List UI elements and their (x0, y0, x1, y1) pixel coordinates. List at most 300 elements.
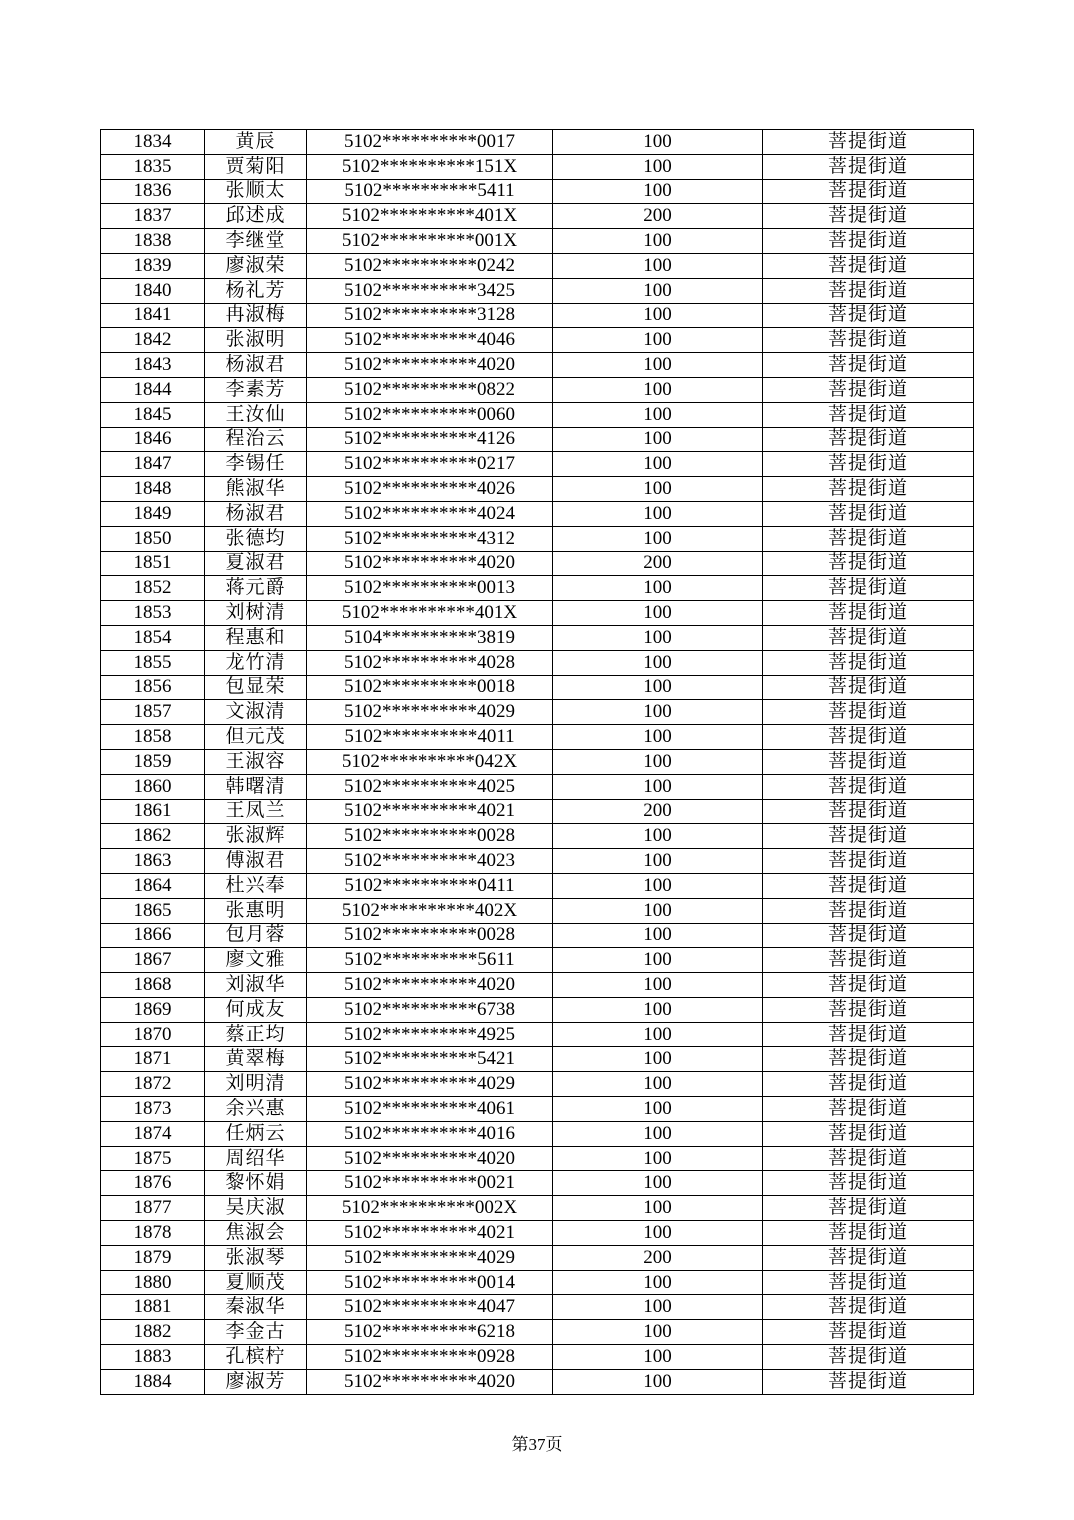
name-cell: 张淑明 (205, 328, 307, 353)
id-number-cell: 5102**********401X (307, 204, 553, 229)
street-cell: 菩提街道 (763, 1345, 974, 1370)
id-number-cell: 5102**********4025 (307, 774, 553, 799)
table-row (101, 1097, 974, 1122)
amount-cell: 100 (553, 948, 763, 973)
id-number-cell: 5102**********0021 (307, 1171, 553, 1196)
name-cell: 熊淑华 (205, 477, 307, 502)
street-cell: 菩提街道 (763, 1121, 974, 1146)
table-row (101, 229, 974, 254)
name-cell: 李金古 (205, 1320, 307, 1345)
table-row (101, 799, 974, 824)
table-row (101, 1320, 974, 1345)
table-row (101, 774, 974, 799)
id-number-cell: 5102**********402X (307, 898, 553, 923)
amount-cell: 100 (553, 1221, 763, 1246)
amount-cell: 100 (553, 229, 763, 254)
seq-cell: 1839 (101, 253, 205, 278)
name-cell: 但元茂 (205, 725, 307, 750)
name-cell: 李素芳 (205, 377, 307, 402)
amount-cell: 100 (553, 427, 763, 452)
name-cell: 程治云 (205, 427, 307, 452)
street-cell: 菩提街道 (763, 1270, 974, 1295)
id-number-cell: 5102**********4029 (307, 1072, 553, 1097)
table-row (101, 204, 974, 229)
id-number-cell: 5102**********4023 (307, 849, 553, 874)
street-cell: 菩提街道 (763, 402, 974, 427)
name-cell: 杨淑君 (205, 501, 307, 526)
table-row (101, 1022, 974, 1047)
table-row (101, 700, 974, 725)
table-row (101, 1146, 974, 1171)
amount-cell: 200 (553, 1245, 763, 1270)
name-cell: 王凤兰 (205, 799, 307, 824)
table-row (101, 1369, 974, 1394)
id-number-cell: 5102**********0242 (307, 253, 553, 278)
table-row (101, 898, 974, 923)
seq-cell: 1850 (101, 526, 205, 551)
name-cell: 包月蓉 (205, 923, 307, 948)
amount-cell: 100 (553, 749, 763, 774)
amount-cell: 100 (553, 1295, 763, 1320)
amount-cell: 100 (553, 997, 763, 1022)
table-row (101, 452, 974, 477)
seq-cell: 1859 (101, 749, 205, 774)
seq-cell: 1857 (101, 700, 205, 725)
id-number-cell: 5102**********4021 (307, 799, 553, 824)
id-number-cell: 5102**********4020 (307, 973, 553, 998)
id-number-cell: 5102**********042X (307, 749, 553, 774)
table-row (101, 849, 974, 874)
id-number-cell: 5102**********0017 (307, 130, 553, 155)
seq-cell: 1834 (101, 130, 205, 155)
seq-cell: 1860 (101, 774, 205, 799)
id-number-cell: 5102**********4020 (307, 551, 553, 576)
seq-cell: 1835 (101, 154, 205, 179)
id-number-cell: 5102**********0060 (307, 402, 553, 427)
street-cell: 菩提街道 (763, 1295, 974, 1320)
amount-cell: 100 (553, 154, 763, 179)
street-cell: 菩提街道 (763, 725, 974, 750)
street-cell: 菩提街道 (763, 824, 974, 849)
name-cell: 黎怀娟 (205, 1171, 307, 1196)
seq-cell: 1877 (101, 1196, 205, 1221)
table-row (101, 1072, 974, 1097)
street-cell: 菩提街道 (763, 328, 974, 353)
amount-cell: 100 (553, 1097, 763, 1122)
amount-cell: 100 (553, 402, 763, 427)
name-cell: 刘明清 (205, 1072, 307, 1097)
name-cell: 贾菊阳 (205, 154, 307, 179)
street-cell: 菩提街道 (763, 997, 974, 1022)
street-cell: 菩提街道 (763, 849, 974, 874)
amount-cell: 100 (553, 1320, 763, 1345)
amount-cell: 100 (553, 601, 763, 626)
seq-cell: 1881 (101, 1295, 205, 1320)
seq-cell: 1883 (101, 1345, 205, 1370)
amount-cell: 100 (553, 849, 763, 874)
amount-cell: 100 (553, 1022, 763, 1047)
table-row (101, 303, 974, 328)
seq-cell: 1867 (101, 948, 205, 973)
seq-cell: 1858 (101, 725, 205, 750)
street-cell: 菩提街道 (763, 601, 974, 626)
street-cell: 菩提街道 (763, 204, 974, 229)
seq-cell: 1845 (101, 402, 205, 427)
street-cell: 菩提街道 (763, 948, 974, 973)
table-row (101, 948, 974, 973)
street-cell: 菩提街道 (763, 1072, 974, 1097)
name-cell: 何成友 (205, 997, 307, 1022)
seq-cell: 1846 (101, 427, 205, 452)
street-cell: 菩提街道 (763, 1146, 974, 1171)
table-row (101, 675, 974, 700)
street-cell: 菩提街道 (763, 973, 974, 998)
street-cell: 菩提街道 (763, 1369, 974, 1394)
street-cell: 菩提街道 (763, 1196, 974, 1221)
table-row (101, 278, 974, 303)
amount-cell: 100 (553, 130, 763, 155)
seq-cell: 1852 (101, 576, 205, 601)
street-cell: 菩提街道 (763, 923, 974, 948)
seq-cell: 1864 (101, 873, 205, 898)
street-cell: 菩提街道 (763, 551, 974, 576)
table-row (101, 328, 974, 353)
seq-cell: 1841 (101, 303, 205, 328)
amount-cell: 100 (553, 1196, 763, 1221)
id-number-cell: 5102**********5611 (307, 948, 553, 973)
name-cell: 文淑清 (205, 700, 307, 725)
seq-cell: 1879 (101, 1245, 205, 1270)
table-row (101, 551, 974, 576)
amount-cell: 100 (553, 774, 763, 799)
name-cell: 张淑琴 (205, 1245, 307, 1270)
name-cell: 孔槟柠 (205, 1345, 307, 1370)
name-cell: 张惠明 (205, 898, 307, 923)
id-number-cell: 5102**********4020 (307, 1369, 553, 1394)
table-row (101, 576, 974, 601)
street-cell: 菩提街道 (763, 1097, 974, 1122)
street-cell: 菩提街道 (763, 130, 974, 155)
table-row (101, 725, 974, 750)
name-cell: 廖淑荣 (205, 253, 307, 278)
name-cell: 余兴惠 (205, 1097, 307, 1122)
id-number-cell: 5102**********151X (307, 154, 553, 179)
seq-cell: 1843 (101, 353, 205, 378)
street-cell: 菩提街道 (763, 650, 974, 675)
seq-cell: 1847 (101, 452, 205, 477)
table-row (101, 130, 974, 155)
street-cell: 菩提街道 (763, 452, 974, 477)
seq-cell: 1873 (101, 1097, 205, 1122)
street-cell: 菩提街道 (763, 501, 974, 526)
seq-cell: 1870 (101, 1022, 205, 1047)
id-number-cell: 5102**********5421 (307, 1047, 553, 1072)
street-cell: 菩提街道 (763, 229, 974, 254)
street-cell: 菩提街道 (763, 1221, 974, 1246)
amount-cell: 100 (553, 898, 763, 923)
amount-cell: 100 (553, 576, 763, 601)
seq-cell: 1862 (101, 824, 205, 849)
street-cell: 菩提街道 (763, 303, 974, 328)
amount-cell: 100 (553, 1072, 763, 1097)
name-cell: 李锡任 (205, 452, 307, 477)
data-table (100, 129, 974, 1395)
seq-cell: 1866 (101, 923, 205, 948)
name-cell: 周绍华 (205, 1146, 307, 1171)
seq-cell: 1874 (101, 1121, 205, 1146)
id-number-cell: 5102**********002X (307, 1196, 553, 1221)
table-row (101, 1221, 974, 1246)
amount-cell: 100 (553, 1345, 763, 1370)
amount-cell: 200 (553, 204, 763, 229)
id-number-cell: 5102**********4029 (307, 1245, 553, 1270)
id-number-cell: 5102**********4011 (307, 725, 553, 750)
seq-cell: 1856 (101, 675, 205, 700)
seq-cell: 1876 (101, 1171, 205, 1196)
street-cell: 菩提街道 (763, 675, 974, 700)
id-number-cell: 5102**********4020 (307, 353, 553, 378)
amount-cell: 100 (553, 973, 763, 998)
id-number-cell: 5102**********0028 (307, 923, 553, 948)
street-cell: 菩提街道 (763, 1022, 974, 1047)
name-cell: 杜兴奉 (205, 873, 307, 898)
amount-cell: 100 (553, 725, 763, 750)
seq-cell: 1884 (101, 1369, 205, 1394)
id-number-cell: 5102**********4026 (307, 477, 553, 502)
amount-cell: 200 (553, 551, 763, 576)
amount-cell: 100 (553, 278, 763, 303)
street-cell: 菩提街道 (763, 278, 974, 303)
seq-cell: 1872 (101, 1072, 205, 1097)
street-cell: 菩提街道 (763, 353, 974, 378)
street-cell: 菩提街道 (763, 427, 974, 452)
table-row (101, 824, 974, 849)
street-cell: 菩提街道 (763, 1245, 974, 1270)
amount-cell: 100 (553, 377, 763, 402)
street-cell: 菩提街道 (763, 799, 974, 824)
amount-cell: 100 (553, 526, 763, 551)
table-body (101, 130, 974, 1395)
id-number-cell: 5102**********0928 (307, 1345, 553, 1370)
name-cell: 程惠和 (205, 625, 307, 650)
seq-cell: 1844 (101, 377, 205, 402)
street-cell: 菩提街道 (763, 1047, 974, 1072)
seq-cell: 1854 (101, 625, 205, 650)
name-cell: 蔡正均 (205, 1022, 307, 1047)
amount-cell: 100 (553, 253, 763, 278)
id-number-cell: 5102**********0822 (307, 377, 553, 402)
street-cell: 菩提街道 (763, 873, 974, 898)
table-row (101, 353, 974, 378)
name-cell: 夏顺茂 (205, 1270, 307, 1295)
name-cell: 傅淑君 (205, 849, 307, 874)
amount-cell: 100 (553, 873, 763, 898)
table-row (101, 1345, 974, 1370)
id-number-cell: 5102**********6738 (307, 997, 553, 1022)
table-row (101, 253, 974, 278)
id-number-cell: 5102**********001X (307, 229, 553, 254)
table-row (101, 601, 974, 626)
seq-cell: 1875 (101, 1146, 205, 1171)
street-cell: 菩提街道 (763, 1171, 974, 1196)
seq-cell: 1840 (101, 278, 205, 303)
seq-cell: 1851 (101, 551, 205, 576)
amount-cell: 100 (553, 452, 763, 477)
id-number-cell: 5104**********3819 (307, 625, 553, 650)
id-number-cell: 5102**********6218 (307, 1320, 553, 1345)
street-cell: 菩提街道 (763, 576, 974, 601)
table-row (101, 1121, 974, 1146)
seq-cell: 1837 (101, 204, 205, 229)
table-row (101, 477, 974, 502)
table-row (101, 997, 974, 1022)
amount-cell: 100 (553, 1121, 763, 1146)
id-number-cell: 5102**********0028 (307, 824, 553, 849)
table-row (101, 501, 974, 526)
name-cell: 任炳云 (205, 1121, 307, 1146)
name-cell: 刘淑华 (205, 973, 307, 998)
amount-cell: 100 (553, 477, 763, 502)
table-row (101, 154, 974, 179)
amount-cell: 100 (553, 328, 763, 353)
name-cell: 夏淑君 (205, 551, 307, 576)
id-number-cell: 5102**********0411 (307, 873, 553, 898)
name-cell: 王淑容 (205, 749, 307, 774)
table-row (101, 402, 974, 427)
id-number-cell: 5102**********4016 (307, 1121, 553, 1146)
name-cell: 韩曙清 (205, 774, 307, 799)
id-number-cell: 5102**********4046 (307, 328, 553, 353)
seq-cell: 1848 (101, 477, 205, 502)
seq-cell: 1869 (101, 997, 205, 1022)
name-cell: 黄翠梅 (205, 1047, 307, 1072)
id-number-cell: 5102**********3128 (307, 303, 553, 328)
amount-cell: 100 (553, 353, 763, 378)
street-cell: 菩提街道 (763, 179, 974, 204)
id-number-cell: 5102**********0014 (307, 1270, 553, 1295)
name-cell: 包显荣 (205, 675, 307, 700)
amount-cell: 100 (553, 501, 763, 526)
amount-cell: 100 (553, 1369, 763, 1394)
id-number-cell: 5102**********4925 (307, 1022, 553, 1047)
id-number-cell: 5102**********3425 (307, 278, 553, 303)
seq-cell: 1861 (101, 799, 205, 824)
amount-cell: 100 (553, 1171, 763, 1196)
name-cell: 张顺太 (205, 179, 307, 204)
id-number-cell: 5102**********4029 (307, 700, 553, 725)
street-cell: 菩提街道 (763, 253, 974, 278)
id-number-cell: 5102**********401X (307, 601, 553, 626)
name-cell: 王汝仙 (205, 402, 307, 427)
table-row (101, 873, 974, 898)
amount-cell: 100 (553, 1270, 763, 1295)
table-row (101, 973, 974, 998)
table-row (101, 1270, 974, 1295)
name-cell: 杨礼芳 (205, 278, 307, 303)
street-cell: 菩提街道 (763, 477, 974, 502)
amount-cell: 100 (553, 303, 763, 328)
table-row (101, 1171, 974, 1196)
name-cell: 吴庆淑 (205, 1196, 307, 1221)
name-cell: 廖文雅 (205, 948, 307, 973)
id-number-cell: 5102**********5411 (307, 179, 553, 204)
seq-cell: 1865 (101, 898, 205, 923)
street-cell: 菩提街道 (763, 526, 974, 551)
name-cell: 邱述成 (205, 204, 307, 229)
id-number-cell: 5102**********4312 (307, 526, 553, 551)
amount-cell: 100 (553, 625, 763, 650)
name-cell: 龙竹清 (205, 650, 307, 675)
name-cell: 李继堂 (205, 229, 307, 254)
amount-cell: 100 (553, 923, 763, 948)
table-row (101, 625, 974, 650)
name-cell: 杨淑君 (205, 353, 307, 378)
table-row (101, 377, 974, 402)
name-cell: 焦淑会 (205, 1221, 307, 1246)
id-number-cell: 5102**********0018 (307, 675, 553, 700)
table-row (101, 923, 974, 948)
seq-cell: 1878 (101, 1221, 205, 1246)
table-row (101, 650, 974, 675)
name-cell: 张淑辉 (205, 824, 307, 849)
id-number-cell: 5102**********4024 (307, 501, 553, 526)
street-cell: 菩提街道 (763, 700, 974, 725)
amount-cell: 100 (553, 1146, 763, 1171)
amount-cell: 200 (553, 799, 763, 824)
table-row (101, 1047, 974, 1072)
amount-cell: 100 (553, 1047, 763, 1072)
page-number: 第37页 (511, 1435, 563, 1454)
id-number-cell: 5102**********4021 (307, 1221, 553, 1246)
table-row (101, 749, 974, 774)
seq-cell: 1882 (101, 1320, 205, 1345)
seq-cell: 1836 (101, 179, 205, 204)
amount-cell: 100 (553, 700, 763, 725)
seq-cell: 1853 (101, 601, 205, 626)
name-cell: 蒋元爵 (205, 576, 307, 601)
table-row (101, 1196, 974, 1221)
name-cell: 黄辰 (205, 130, 307, 155)
table-row (101, 1295, 974, 1320)
amount-cell: 100 (553, 824, 763, 849)
street-cell: 菩提街道 (763, 749, 974, 774)
seq-cell: 1868 (101, 973, 205, 998)
amount-cell: 100 (553, 675, 763, 700)
amount-cell: 100 (553, 650, 763, 675)
table-row (101, 526, 974, 551)
street-cell: 菩提街道 (763, 154, 974, 179)
table-row (101, 427, 974, 452)
table-row (101, 1245, 974, 1270)
street-cell: 菩提街道 (763, 898, 974, 923)
id-number-cell: 5102**********4126 (307, 427, 553, 452)
street-cell: 菩提街道 (763, 377, 974, 402)
seq-cell: 1880 (101, 1270, 205, 1295)
seq-cell: 1855 (101, 650, 205, 675)
name-cell: 秦淑华 (205, 1295, 307, 1320)
seq-cell: 1863 (101, 849, 205, 874)
street-cell: 菩提街道 (763, 1320, 974, 1345)
seq-cell: 1871 (101, 1047, 205, 1072)
id-number-cell: 5102**********4061 (307, 1097, 553, 1122)
name-cell: 廖淑芳 (205, 1369, 307, 1394)
id-number-cell: 5102**********0013 (307, 576, 553, 601)
name-cell: 刘树清 (205, 601, 307, 626)
street-cell: 菩提街道 (763, 774, 974, 799)
id-number-cell: 5102**********4020 (307, 1146, 553, 1171)
amount-cell: 100 (553, 179, 763, 204)
id-number-cell: 5102**********4047 (307, 1295, 553, 1320)
